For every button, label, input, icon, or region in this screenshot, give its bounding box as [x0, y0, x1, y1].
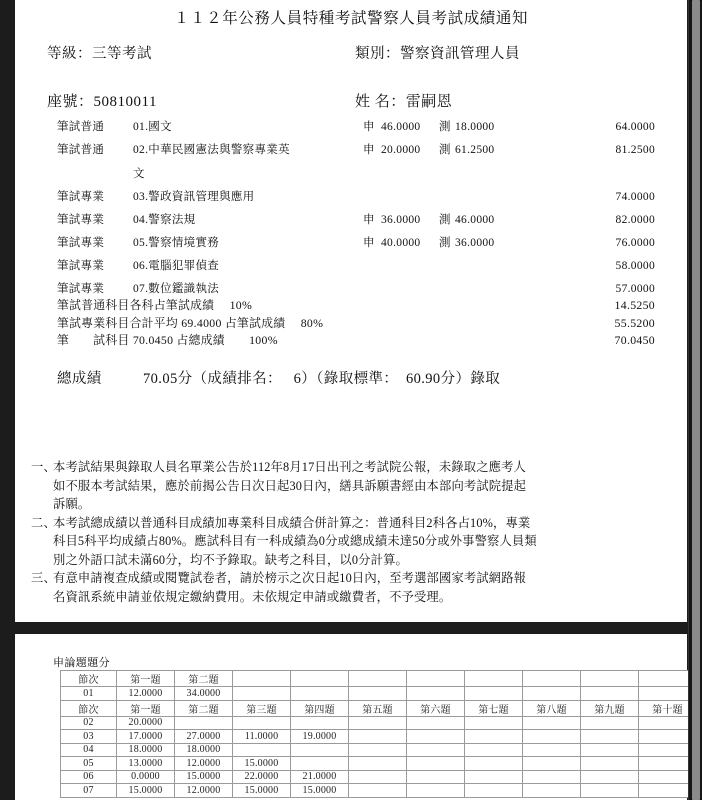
table-cell: 03 — [61, 730, 117, 744]
table-cell — [581, 757, 639, 771]
table-cell — [349, 716, 407, 730]
table-cell — [175, 716, 233, 730]
summary-row — [15, 332, 687, 350]
subject-row — [15, 255, 687, 278]
note-item — [15, 458, 687, 514]
subject-type: 筆試專業 — [57, 283, 105, 295]
table-row — [61, 730, 697, 744]
note-line: 如不服本考試結果，應於前揭公告日次日起30日內，繕具訴願書經由本部向考試院提起 — [53, 478, 527, 493]
table-header-cell: 節次 — [61, 671, 117, 687]
subject-name: 05.警察情境實務 — [133, 237, 220, 249]
scrollbar-thumb[interactable] — [692, 0, 700, 800]
table-row — [61, 700, 697, 716]
essay-mark-score: 46.0000 — [381, 121, 421, 133]
table-cell: 07 — [61, 784, 117, 798]
table-cell — [349, 687, 407, 701]
seat-number-field: 座號：50810011 — [47, 94, 157, 110]
subject-type: 筆試專業 — [57, 191, 105, 203]
summary-row — [15, 297, 687, 315]
subject-total-score: 57.0000 — [615, 283, 655, 295]
table-header-cell — [291, 671, 349, 687]
subject-total-score: 58.0000 — [615, 260, 655, 272]
table-header-cell: 節次 — [61, 700, 117, 716]
table-cell — [407, 757, 465, 771]
page-title: １１２年公務人員特種考試警察人員考試成績通知 — [173, 10, 529, 27]
subject-total-score: 81.2500 — [615, 144, 655, 156]
note-line: 科目5科平均成績占80%。應試科目有一科成績為0分或總成績未達50分或外事警察人員類 — [53, 534, 537, 548]
subject-row — [15, 116, 687, 139]
table-header-cell — [233, 671, 291, 687]
table-cell — [465, 743, 523, 757]
summary-text: 筆試普通科目各科占筆試成績 10% — [57, 298, 253, 312]
subject-name: 01.國文 — [133, 121, 172, 133]
note-line: 名資訊系統申請並依規定繳納費用。未依規定申請或繳費者，不予受理。 — [53, 589, 452, 604]
table-header-cell — [349, 671, 407, 687]
table-header-cell: 第一題 — [117, 671, 175, 687]
table-cell — [523, 687, 581, 701]
test-mark-label: 測 — [439, 121, 451, 133]
table-cell: 15.0000 — [233, 757, 291, 771]
table-cell: 27.0000 — [175, 730, 233, 744]
table-header-cell — [407, 671, 465, 687]
table-cell: 11.0000 — [233, 730, 291, 744]
note-marker: 二、 — [31, 515, 56, 530]
table-cell: 01 — [61, 687, 117, 701]
table-cell: 15.0000 — [117, 784, 175, 798]
table-cell — [407, 716, 465, 730]
table-cell — [233, 743, 291, 757]
subject-row — [15, 232, 687, 255]
table-row — [61, 687, 697, 701]
table-cell — [349, 757, 407, 771]
score-summary-list — [15, 297, 687, 350]
table-cell — [291, 716, 349, 730]
table-row — [61, 770, 697, 784]
essay-score-table — [60, 670, 697, 798]
subject-name: 02.中華民國憲法與警察專業英 — [133, 144, 290, 156]
subject-type: 筆試專業 — [57, 237, 105, 249]
test-mark-label: 測 — [439, 214, 451, 226]
table-cell — [291, 757, 349, 771]
table-row — [61, 716, 697, 730]
note-line: 有意申請複查成績或閱覽試卷者，請於榜示之次日起10日內，至考選部國家考試網路報 — [53, 571, 527, 585]
table-cell: 15.0000 — [291, 784, 349, 798]
table-header-cell — [523, 671, 581, 687]
note-marker: 三、 — [31, 571, 56, 585]
table-cell — [407, 784, 465, 798]
subject-score-list — [15, 116, 687, 301]
table-cell: 21.0000 — [291, 770, 349, 784]
table-cell: 04 — [61, 743, 117, 757]
table-cell — [465, 784, 523, 798]
essay-mark-score: 36.0000 — [381, 214, 421, 226]
summary-text: 筆 試科目 70.0450 占總成績 100% — [57, 333, 278, 347]
table-cell — [233, 687, 291, 701]
table-cell: 02 — [61, 716, 117, 730]
table-cell — [349, 784, 407, 798]
table-cell — [291, 743, 349, 757]
table-row — [61, 743, 697, 757]
subject-row — [15, 186, 687, 209]
subject-row — [15, 139, 687, 162]
subject-name: 07.數位鑑識執法 — [133, 283, 220, 295]
notes-section — [15, 458, 687, 606]
essay-mark-score: 40.0000 — [381, 237, 421, 249]
table-header-cell: 第二題 — [175, 700, 233, 716]
table-cell — [465, 716, 523, 730]
test-mark-score: 46.0000 — [455, 214, 495, 226]
note-item — [15, 569, 687, 606]
table-cell — [581, 716, 639, 730]
exam-level-field: 等級：三等考試 — [47, 46, 152, 62]
subject-name-continuation — [15, 162, 687, 186]
table-header-cell: 第二題 — [175, 671, 233, 687]
table-cell — [581, 770, 639, 784]
table-row — [61, 671, 697, 687]
subject-type: 筆試普通 — [57, 144, 105, 156]
subject-total-score: 64.0000 — [615, 121, 655, 133]
table-cell: 34.0000 — [175, 687, 233, 701]
table-cell: 22.0000 — [233, 770, 291, 784]
summary-row — [15, 315, 687, 333]
test-mark-score: 18.0000 — [455, 121, 495, 133]
table-cell — [581, 743, 639, 757]
table-cell: 12.0000 — [175, 757, 233, 771]
subject-total-score: 74.0000 — [615, 191, 655, 203]
table-cell — [581, 687, 639, 701]
essay-table-caption: 申論題題分 — [53, 657, 110, 669]
table-cell: 0.0000 — [117, 770, 175, 784]
note-marker: 一、 — [31, 460, 56, 474]
table-cell — [407, 730, 465, 744]
table-cell — [465, 730, 523, 744]
grand-total-value: 70.05分（成績排名： 6）（錄取標準： 60.90分）錄取 — [143, 371, 501, 387]
note-line: 本考試總成績以普通科目成績加專業科目成績合併計算之：普通科目2科各占10%，專業 — [53, 515, 531, 530]
subject-name: 03.警政資訊管理與應用 — [133, 191, 255, 203]
table-cell — [523, 757, 581, 771]
test-mark-label: 測 — [439, 237, 451, 249]
table-cell: 15.0000 — [175, 770, 233, 784]
table-header-cell: 第五題 — [349, 700, 407, 716]
subject-name: 06.電腦犯罪偵查 — [133, 260, 220, 272]
table-cell — [233, 716, 291, 730]
note-line: 別之外語口試未滿60分，均不予錄取。缺考之科目，以0分計算。 — [53, 552, 408, 567]
test-mark-label: 測 — [439, 144, 451, 156]
exam-category-field: 類別：警察資訊管理人員 — [355, 46, 520, 62]
table-cell: 18.0000 — [117, 743, 175, 757]
table-cell: 20.0000 — [117, 716, 175, 730]
summary-text: 筆試專業科目合計平均 69.4000 占筆試成績 80% — [57, 315, 324, 330]
essay-mark-label: 申 — [363, 144, 375, 156]
table-cell — [349, 770, 407, 784]
table-header-cell: 第十題 — [639, 700, 697, 716]
subject-total-score: 82.0000 — [615, 214, 655, 226]
essay-mark-score: 20.0000 — [381, 144, 421, 156]
subject-name: 04.警察法規 — [133, 214, 196, 226]
table-cell: 18.0000 — [175, 743, 233, 757]
grand-total-label: 總成績 — [57, 371, 102, 387]
summary-value: 14.5250 — [614, 298, 655, 312]
table-cell — [407, 743, 465, 757]
test-mark-score: 36.0000 — [455, 237, 495, 249]
table-cell — [465, 770, 523, 784]
table-cell: 13.0000 — [117, 757, 175, 771]
table-cell — [581, 784, 639, 798]
table-cell — [291, 687, 349, 701]
essay-mark-label: 申 — [363, 237, 375, 249]
table-header-cell: 第六題 — [407, 700, 465, 716]
table-header-cell: 第四題 — [291, 700, 349, 716]
table-cell — [349, 730, 407, 744]
table-cell — [465, 687, 523, 701]
table-cell — [465, 757, 523, 771]
essay-mark-label: 申 — [363, 121, 375, 133]
table-cell — [523, 730, 581, 744]
subject-total-score: 76.0000 — [615, 237, 655, 249]
test-mark-score: 61.2500 — [455, 144, 495, 156]
table-cell — [349, 743, 407, 757]
table-cell — [581, 730, 639, 744]
table-cell: 05 — [61, 757, 117, 771]
table-header-cell — [465, 671, 523, 687]
summary-value: 55.5200 — [614, 315, 655, 330]
table-cell — [407, 687, 465, 701]
table-cell — [523, 743, 581, 757]
candidate-name-field: 姓 名：雷嗣恩 — [355, 94, 453, 110]
table-row — [61, 784, 697, 798]
note-line: 訴願。 — [53, 497, 91, 511]
subject-type: 筆試專業 — [57, 260, 105, 272]
table-cell: 12.0000 — [117, 687, 175, 701]
vertical-scrollbar[interactable] — [688, 0, 702, 800]
table-header-cell: 第九題 — [581, 700, 639, 716]
table-header-cell: 第一題 — [117, 700, 175, 716]
table-cell: 12.0000 — [175, 784, 233, 798]
table-header-cell: 第七題 — [465, 700, 523, 716]
subject-type: 筆試普通 — [57, 121, 105, 133]
table-cell — [523, 784, 581, 798]
table-header-cell: 第三題 — [233, 700, 291, 716]
table-cell: 19.0000 — [291, 730, 349, 744]
subject-name-wrap: 文 — [133, 168, 145, 180]
table-cell: 17.0000 — [117, 730, 175, 744]
table-cell: 15.0000 — [233, 784, 291, 798]
subject-row — [15, 209, 687, 232]
document-page-2 — [15, 634, 687, 800]
document-page-1 — [15, 0, 687, 622]
table-cell — [523, 716, 581, 730]
table-cell: 06 — [61, 770, 117, 784]
table-cell — [407, 770, 465, 784]
summary-value: 70.0450 — [614, 333, 655, 347]
note-item — [15, 514, 687, 570]
table-row — [61, 757, 697, 771]
essay-mark-label: 申 — [363, 214, 375, 226]
table-cell — [523, 770, 581, 784]
subject-type: 筆試專業 — [57, 214, 105, 226]
note-line: 本考試結果與錄取人員名單業公告於112年8月17日出刊之考試院公報，未錄取之應考人 — [53, 460, 526, 474]
table-header-cell: 第八題 — [523, 700, 581, 716]
table-header-cell — [581, 671, 639, 687]
